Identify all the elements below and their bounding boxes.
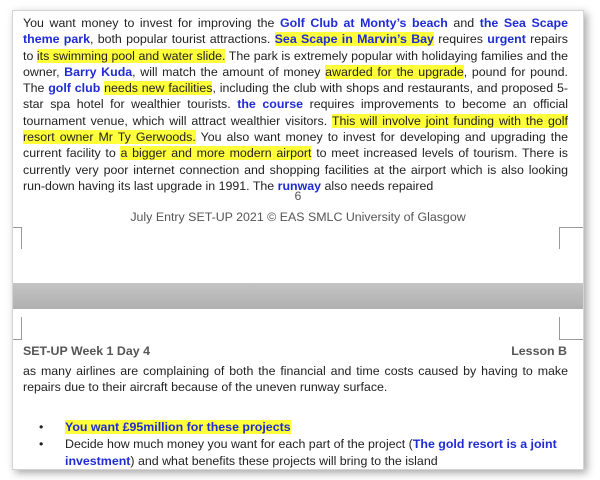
text-run: also needs repaired bbox=[321, 178, 434, 193]
text-run: requires improvements to become an official tournament venue, which will attract wealthier visitors. bbox=[23, 97, 568, 128]
page-break-gap bbox=[13, 283, 583, 309]
continued-paragraph: as many airlines are complaining of both the financial and time costs caused by having to make repairs due to their aircraft because of the uneven runway surface. bbox=[23, 364, 568, 395]
text-run: , will match the amount of money bbox=[132, 64, 326, 79]
sea-scape-marvins-bay-highlight: Sea Scape in Marvin’s Bay bbox=[274, 32, 434, 47]
page-7 bbox=[13, 309, 583, 469]
joint-funding-highlight: This will involve joint funding with the golf resort owner Mr Ty Gerwoods. bbox=[23, 113, 568, 145]
bullet-item bbox=[23, 436, 568, 469]
crop-mark bbox=[559, 317, 560, 339]
text-run: , pound for pound. The bbox=[23, 64, 568, 96]
page-header-week-day: SET-UP Week 1 Day 4 bbox=[23, 344, 150, 358]
page-footer: July Entry SET-UP 2021 © EAS SMLC University of Glasgow bbox=[130, 210, 466, 224]
bullet-dot-icon: • bbox=[39, 437, 44, 452]
bullet-item bbox=[23, 419, 568, 435]
crop-mark bbox=[559, 227, 583, 228]
barry-kuda: Barry Kuda bbox=[64, 64, 133, 79]
budget-highlight: You want £95million for these projects bbox=[65, 420, 291, 434]
the-course-keyword: the course bbox=[237, 97, 304, 112]
crop-mark bbox=[13, 227, 22, 228]
new-facilities-highlight: needs new facilities bbox=[104, 81, 213, 96]
text-run: ) and what benefits these projects will bring to the island bbox=[130, 453, 438, 468]
urgent-keyword: urgent bbox=[487, 32, 526, 47]
bigger-airport-highlight: a bigger and more modern airport bbox=[120, 146, 312, 161]
awarded-upgrade-highlight: awarded for the upgrade bbox=[325, 64, 464, 79]
page-6 bbox=[13, 11, 583, 283]
page-number: 6 bbox=[294, 189, 302, 203]
crop-mark bbox=[559, 339, 583, 340]
text-run: You also want money to invest for developing and upgrading the current facility to bbox=[23, 130, 568, 161]
joint-investment-note: The gold resort is a joint investment bbox=[65, 437, 557, 468]
text-run: repairs to bbox=[23, 32, 569, 63]
document-viewer bbox=[12, 10, 584, 470]
crop-mark bbox=[13, 339, 22, 340]
crop-mark bbox=[21, 227, 22, 249]
golf-club-montys-beach: Golf Club at Monty’s beach bbox=[280, 16, 448, 30]
task-bullet-list bbox=[23, 419, 568, 470]
text-run: The park is extremely popular with holidaying families and the owner, bbox=[23, 48, 568, 79]
pool-slide-highlight: its swimming pool and water slide. bbox=[36, 48, 226, 63]
crop-mark bbox=[559, 227, 560, 249]
crop-mark bbox=[21, 317, 22, 339]
text-run: and bbox=[447, 16, 480, 30]
bullet-dot-icon: • bbox=[39, 420, 44, 434]
text-run: requires bbox=[433, 32, 488, 47]
body-paragraph bbox=[23, 15, 568, 194]
sea-scape-theme-park: the Sea Scape theme park bbox=[23, 16, 568, 47]
text-run: Decide how much money you want for each part of the project ( bbox=[65, 437, 413, 452]
golf-club-keyword: golf club bbox=[48, 81, 101, 96]
text-run: to meet increased levels of tourism. There is currently very poor internet connection and shopping facilities at the airport which is also looking run-down having its last upgrade in 1991. The bbox=[23, 146, 568, 193]
text-run: , both popular tourist attractions. bbox=[89, 32, 275, 47]
page-header-lesson: Lesson B bbox=[511, 344, 567, 358]
text-run: You want money to invest for improving the bbox=[23, 16, 281, 30]
runway-keyword: runway bbox=[277, 178, 322, 193]
text-run: , including the club with shops and restaurants, and proposed 5-star spa hotel for wealthier tourists. bbox=[23, 81, 568, 112]
